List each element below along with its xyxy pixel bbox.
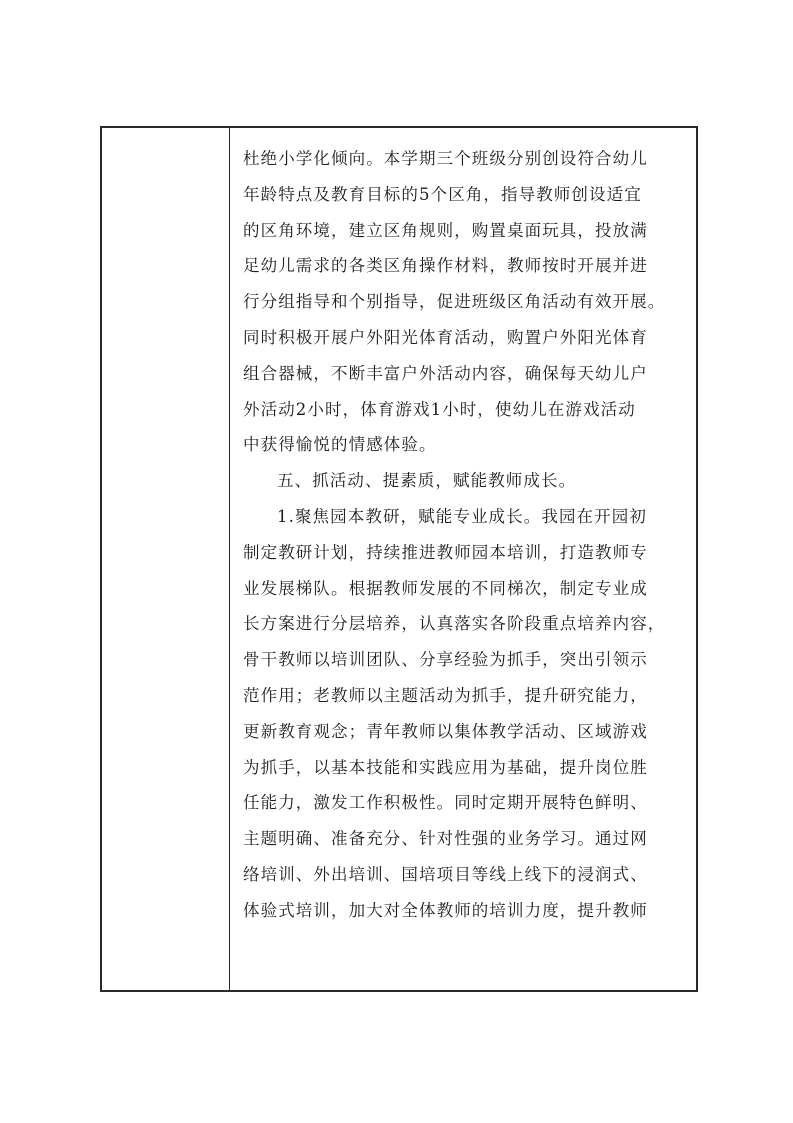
table-label-column: [102, 128, 230, 990]
text-line: 更新教育观念；青年教师以集体教学活动、区域游戏: [243, 721, 648, 741]
text-line: 足幼儿需求的各类区角操作材料，教师按时开展并进: [243, 256, 648, 276]
text-line: 为抓手，以基本技能和实践应用为基础，提升岗位胜: [243, 757, 648, 777]
text-line: 中获得愉悦的情感体验。: [243, 435, 437, 455]
text-line: 范作用；老教师以主题活动为抓手，提升研究能力，: [243, 685, 648, 705]
table-content-column: [230, 128, 696, 990]
text-line: 制定教研计划，持续推进教师园本培训，打造教师专: [243, 542, 648, 562]
text-line: 的区角环境，建立区角规则，购置桌面玩具，投放满: [243, 220, 648, 240]
text-line: 骨干教师以培训团队、分享经验为抓手，突出引领示: [243, 650, 648, 670]
paragraph-start-line: 1.聚焦园本教研，赋能专业成长。我园在开园初: [277, 506, 647, 526]
text-line: 络培训、外出培训、国培项目等线上线下的浸润式、: [243, 864, 648, 884]
text-line: 年龄特点及教育目标的5个区角，指导教师创设适宜: [243, 184, 642, 204]
paragraph-start-line: 五、抓活动、提素质，赋能教师成长。: [277, 471, 577, 491]
text-line: 同时积极开展户外阳光体育活动，购置户外阳光体育: [243, 327, 648, 347]
text-line: 主题明确、准备充分、针对性强的业务学习。通过网: [243, 829, 648, 849]
text-line: 行分组指导和个别指导，促进班级区角活动有效开展。: [243, 292, 666, 312]
text-line: 体验式培训，加大对全体教师的培训力度，提升教师: [243, 900, 648, 920]
text-line: 外活动2小时，体育游戏1小时，使幼儿在游戏活动: [243, 399, 636, 419]
text-line: 杜绝小学化倾向。本学期三个班级分别创设符合幼儿: [243, 149, 648, 168]
text-line: 业发展梯队。根据教师发展的不同梯次，制定专业成: [243, 578, 648, 598]
text-line: 任能力，激发工作积极性。同时定期开展特色鲜明、: [243, 793, 648, 813]
text-line: 长方案进行分层培养，认真落实各阶段重点培养内容，: [243, 614, 666, 634]
report-table: [100, 126, 698, 992]
text-line: 组合器械，不断丰富户外活动内容，确保每天幼儿户: [243, 363, 648, 383]
